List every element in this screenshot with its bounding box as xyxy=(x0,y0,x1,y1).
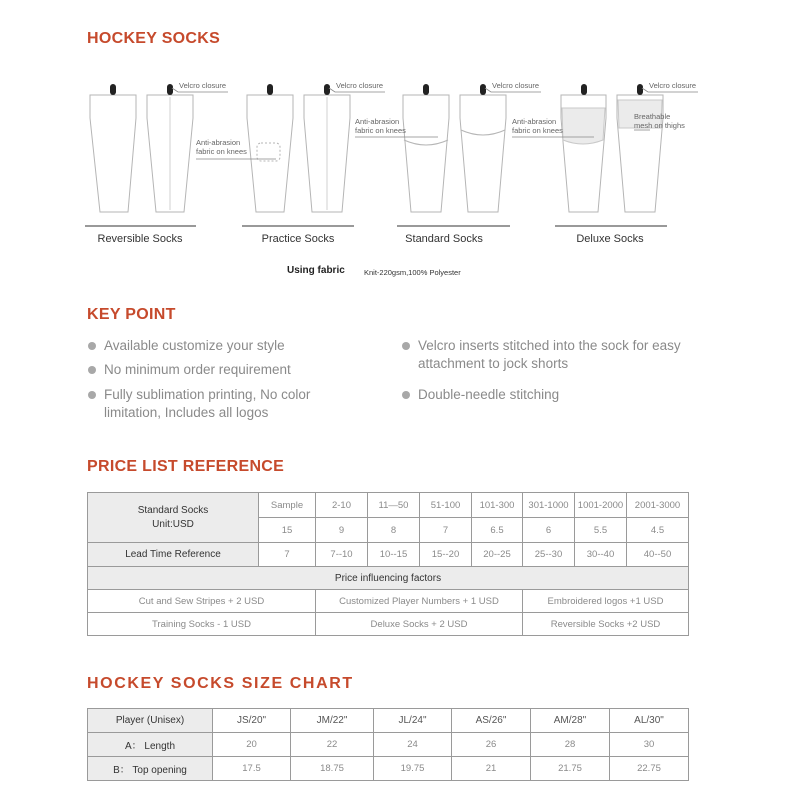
quantity-cell: 51-100 xyxy=(420,493,472,518)
quantity-cell: 2001-3000 xyxy=(627,493,689,518)
price-table xyxy=(87,492,689,636)
size-header-cell: JM/22" xyxy=(291,709,374,733)
size-cell: 17.5 xyxy=(213,757,291,781)
size-cell: 18.75 xyxy=(291,757,374,781)
size-cell: 21 xyxy=(452,757,531,781)
bullet-icon xyxy=(88,391,96,399)
reversible-sock-front xyxy=(90,95,136,212)
size-header-cell: AS/26" xyxy=(452,709,531,733)
section-title-hockey-socks: HOCKEY SOCKS xyxy=(87,30,221,47)
size-header-cell: AM/28" xyxy=(531,709,610,733)
factor-cell: Cut and Sew Stripes + 2 USD xyxy=(88,590,316,613)
practice-sock-front xyxy=(247,95,293,212)
price-cell: 7 xyxy=(420,518,472,543)
section-title-size-chart: HOCKEY SOCKS SIZE CHART xyxy=(87,675,354,692)
factors-row xyxy=(88,613,689,636)
lead-time-row xyxy=(88,543,689,567)
factor-cell: Deluxe Socks + 2 USD xyxy=(316,613,523,636)
factor-cell: Training Socks - 1 USD xyxy=(88,613,316,636)
size-cell: 21.75 xyxy=(531,757,610,781)
price-cell: 6.5 xyxy=(472,518,523,543)
label-reversible-socks: Reversible Socks xyxy=(97,233,183,245)
size-cell: 19.75 xyxy=(374,757,452,781)
callout-velcro-reversible: Velcro closure xyxy=(179,81,227,90)
practice-sock-back xyxy=(304,95,350,212)
size-row-top-opening xyxy=(88,757,689,781)
section-title-key-point: KEY POINT xyxy=(87,306,176,323)
price-cell: 15 xyxy=(259,518,316,543)
lead-time-cell: 30--40 xyxy=(575,543,627,567)
label-deluxe-socks: Deluxe Socks xyxy=(576,233,644,245)
callout-anti-abrasion-practice: Anti-abrasion fabric on knees xyxy=(196,138,247,156)
quantity-cell: 1001-2000 xyxy=(575,493,627,518)
size-cell: 24 xyxy=(374,733,452,757)
bullet-icon xyxy=(88,342,96,350)
key-point-item: No minimum order requirement xyxy=(104,361,364,379)
lead-time-cell: 15--20 xyxy=(420,543,472,567)
label-standard-socks: Standard Socks xyxy=(405,233,483,245)
key-point-item: Double-needle stitching xyxy=(418,386,708,404)
lead-time-cell: 25--30 xyxy=(523,543,575,567)
lead-time-cell: 10--15 xyxy=(368,543,420,567)
quantity-row xyxy=(88,493,689,518)
price-cell: 5.5 xyxy=(575,518,627,543)
quantity-cell: 2-10 xyxy=(316,493,368,518)
size-header-cell: JL/24" xyxy=(374,709,452,733)
lead-time-cell: 7--10 xyxy=(316,543,368,567)
fabric-description: Knit-220gsm,100% Polyester xyxy=(364,268,461,277)
size-table xyxy=(87,708,689,781)
bullet-icon xyxy=(402,342,410,350)
factor-cell: Reversible Socks +2 USD xyxy=(523,613,689,636)
standard-sock-back xyxy=(460,95,506,212)
lead-time-cell: 20--25 xyxy=(472,543,523,567)
callout-anti-abrasion-standard: Anti-abrasion fabric on knees xyxy=(355,117,406,135)
key-point-item: Fully sublimation printing, No color limitation, Includes all logos xyxy=(104,386,344,422)
key-point-item: Velcro inserts stitched into the sock for easy attachment to jock shorts xyxy=(418,337,708,373)
quantity-cell: 11—50 xyxy=(368,493,420,518)
standard-sock-front xyxy=(403,95,449,212)
quantity-cell: Sample xyxy=(259,493,316,518)
size-cell: 26 xyxy=(452,733,531,757)
callout-velcro-deluxe: Velcro closure xyxy=(649,81,697,90)
bullet-icon xyxy=(402,391,410,399)
size-row-label: A： Length xyxy=(88,733,213,757)
callout-breathable-mesh: Breathable mesh on thighs xyxy=(634,112,685,130)
quantity-cell: 301-1000 xyxy=(523,493,575,518)
size-header-label: Player (Unisex) xyxy=(88,709,213,733)
section-title-price-list: PRICE LIST REFERENCE xyxy=(87,458,285,475)
factors-title: Price influencing factors xyxy=(88,567,689,590)
size-row-label: B： Top opening xyxy=(88,757,213,781)
reversible-sock-back xyxy=(147,95,193,212)
factors-title-row xyxy=(88,567,689,590)
price-table-corner: Standard Socks Unit:USD xyxy=(88,493,259,543)
lead-time-cell: 40--50 xyxy=(627,543,689,567)
deluxe-sock-front xyxy=(561,95,606,212)
size-cell: 28 xyxy=(531,733,610,757)
size-cell: 22.75 xyxy=(610,757,689,781)
key-point-item: Available customize your style xyxy=(104,337,364,355)
fabric-title: Using fabric xyxy=(287,265,345,276)
size-row-length xyxy=(88,733,689,757)
factor-cell: Customized Player Numbers + 1 USD xyxy=(316,590,523,613)
size-header-cell: JS/20" xyxy=(213,709,291,733)
label-practice-socks: Practice Socks xyxy=(261,233,335,245)
size-cell: 22 xyxy=(291,733,374,757)
size-cell: 20 xyxy=(213,733,291,757)
price-cell: 9 xyxy=(316,518,368,543)
bullet-icon xyxy=(88,366,96,374)
callout-anti-abrasion-deluxe: Anti-abrasion fabric on knees xyxy=(512,117,563,135)
price-cell: 8 xyxy=(368,518,420,543)
callout-velcro-practice: Velcro closure xyxy=(336,81,384,90)
size-header-cell: AL/30" xyxy=(610,709,689,733)
size-header-row xyxy=(88,709,689,733)
quantity-cell: 101-300 xyxy=(472,493,523,518)
lead-time-cell: 7 xyxy=(259,543,316,567)
lead-time-label: Lead Time Reference xyxy=(88,543,259,567)
price-cell: 6 xyxy=(523,518,575,543)
factors-row xyxy=(88,590,689,613)
size-cell: 30 xyxy=(610,733,689,757)
factor-cell: Embroidered logos +1 USD xyxy=(523,590,689,613)
price-cell: 4.5 xyxy=(627,518,689,543)
callout-velcro-standard: Velcro closure xyxy=(492,81,540,90)
